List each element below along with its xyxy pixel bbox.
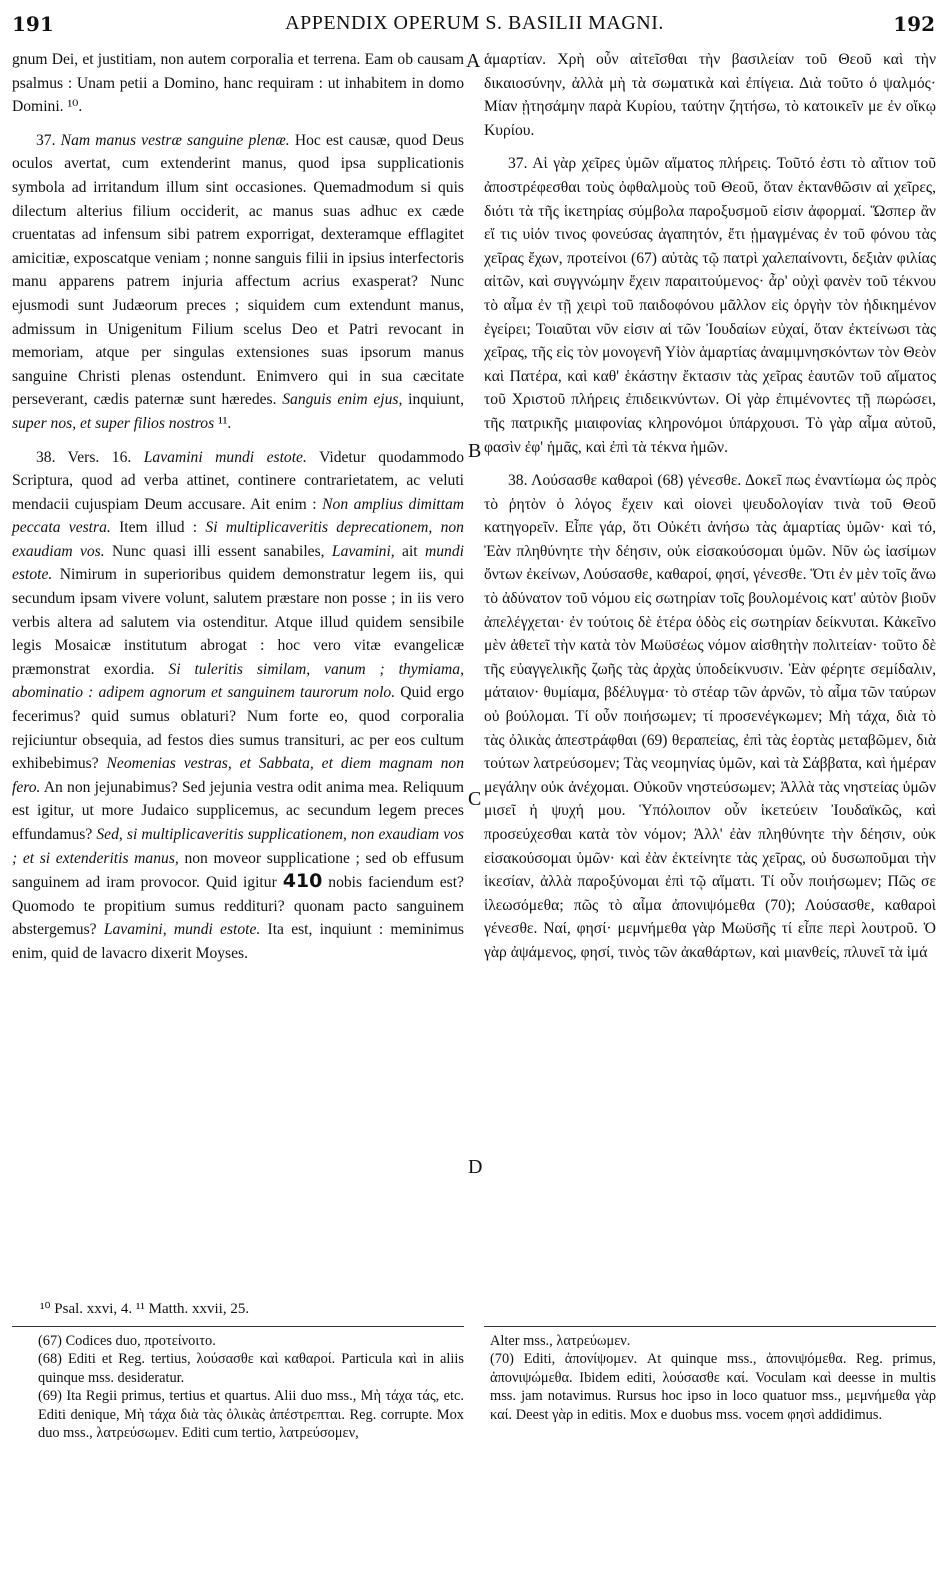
latin-38-quote-a: Non amplius dimittam peccata vestra. [12,495,465,537]
greek-column [484,48,936,965]
page-number-left: 191 [12,12,54,36]
latin-38-number: 38. Vers. 16. [36,448,132,466]
footnote-69-continued: Alter mss., λατρεύωμεν. [490,1333,631,1349]
margin-letter-a: A [466,50,481,72]
footnote-69: (69) Ita Regii primus, tertius et quartus. Alii duo mss., Μὴ τάχα τάς, etc. Editi denique, Μὴ τάχα διὰ τὰς ὀλικὰς ἀπέστρεπται. Reg. corrupte. Mox duo mss., λατρεύσωμεν. Editi cum tertio, λατρεύσομεν, [38,1388,464,1442]
latin-38-text-b: Item illud : [119,519,198,537]
scripture-references: ¹⁰ Psal. xxvi, 4. ¹¹ Matth. xxvii, 25. [40,1301,250,1317]
latin-37-quote-2: super nos, et super filios nostros [12,414,215,432]
latin-column [12,48,464,966]
latin-38-quote-f: Neomenias vestras, et Sabbata, et diem magnam non fero. [12,755,464,796]
footnote-68: (68) Editi et Reg. tertius, λούσασθε καὶ καθαροί. Particula καὶ in aliis quinque mss. desideratur. [38,1351,464,1386]
latin-38-text-a: Videtur quodammodo Scriptura, quod ad verba attinet, continere contrarietatem, ac veluti mendacii cujuspiam Deum accusare. Ait enim : [12,448,465,513]
latin-paragraph-38 [12,446,464,966]
greek-paragraph-intro: ἁμαρτίαν. Χρὴ οὖν αἰτεῖσθαι τὴν βασιλείαν τοῦ Θεοῦ καὶ τὴν δικαιοσύνην, ἀλλὰ μὴ τὰ σωματικὰ καὶ ἐπίγεια. Διὰ τοῦτο ὁ ψαλμός· Μίαν ᾐτησάμην παρὰ Κυρίου, ταύτην ζητήσω, τὸ κατοικεῖν με ἐν οἴκῳ Κυρίου. [484,51,936,139]
latin-38-text-i: nobis faciendum est? Quomodo te propitium sumus reddituri? quonam pacto sanguinem abstergemus? [12,874,464,939]
latin-38-text-e: Nimirum in superioribus quidem demonstratur legem iis, qui secundum ipsam vivere volunt, salutem præstare non posse ; in iis vero verbis altera ad salutem via ostenditur. Atque illud quidem sensibile legis Mosaicæ institutum abrogat : hoc vero vitæ evangelicæ præmonstrat exordia. [12,566,464,678]
page-header [0,6,949,40]
latin-38-quote-e: Si tuleritis similam, vanum ; thymiama, abominatio : adipem agnorum et sanguinem taurorum nolo. [12,660,464,702]
footnote-70: (70) Editi, ἀπονίψομεν. At quinque mss., ἀπονιψόμεθα. Reg. primus, ἀπονιψώμεθα. Ibidem editi, λούσασθε καί. Voculam καὶ deesse in multis mss. jam notavimus. Rursus hoc ipso in loco quatuor mss., μεμνήμεθα γὰρ καί. Deest γὰρ in editis. Mox e duobus mss. vocem φησὶ addidimus. [490,1351,936,1423]
running-title: APPENDIX OPERUM S. BASILII MAGNI. [285,12,664,34]
latin-paragraph-intro: gnum Dei, et justitiam, non autem corporalia et terrena. Eam ob causam psalmus : Unam petii a Domino, hanc requiram : ut inhabitem in domo Domini. ¹⁰. [12,51,464,116]
latin-38-quote-g: Sed, si multiplicaveritis supplicationem, non exaudiam vos ; et si extenderitis manus, [12,826,464,867]
latin-37-lemma: Nam manus vestræ sanguine plenæ. [60,131,290,149]
latin-37-quote: Sanguis enim ejus, [282,391,403,409]
latin-38-text-j: Ita est, inquiunt : meminimus enim, quid de lavacro dixerit Moyses. [12,921,464,962]
margin-letter-d: D [468,1156,483,1178]
margin-letter-c: C [468,788,482,810]
footnotes-right [490,1332,936,1424]
latin-38-quote-c: Lavamini, [331,542,395,560]
greek-paragraph-37: 37. Αἱ γὰρ χεῖρες ὑμῶν αἵματος πλήρεις. Τοῦτό ἐστι τὸ αἴτιον τοῦ ἀποστρέφεσθαι τοὺς ὀφθαλμοὺς τοῦ Θεοῦ, ὅταν ἐκτανθῶσιν αἱ χεῖρες, διότι τὰ τῆς ἱκετηρίας σύμβολα παροξυσμοῦ εἰσιν ἀφορμαί. Ὥσπερ ἂν εἴ τις υἱόν τινος φονεύσας ἀγαπητόν, ἔτι ᾑμαγμένας ἐν τοῦ φόνου τὰς χεῖρας ἔχων, προτείνοι (67) αὐτὰς τῷ πατρὶ χαλεπαίνοντι, δεξιὰν φιλίας αἰτῶν, καὶ συγγνώμην ἔχειν παραιτούμενος· ἆρ' οὐχὶ φανὲν τοῦ τέκνου τὸ αἷμα ἐν τῇ χειρὶ τοῦ παιδοφόνου μᾶλλον εἰς ὀργὴν τὸν ἠδικημένον ἐγείρει; Τοιαῦται νῦν εἰσιν αἱ τῶν Ἰουδαίων εὐχαί, ὅταν ἐκτείνωσι τὰς χεῖρας, τῆς εἰς τὸν μονογενῆ Υἱὸν ἁμαρτίας ἀναμιμνησκόντων τὸν Θεὸν καὶ Πατέρα, καὶ καθ' ἑκάστην ἔκτασιν τὰς χεῖρας ἑαυτῶν τοῦ αἵματος τοῦ Χριστοῦ πλήρεις ἐπιδεικνύντων. Οἱ γὰρ ἐπιμένοντες τῇ πωρώσει, τῆς πατρικῆς μιαιφονίας κληρονόμοι ὑπάρχουσι. Τὸ γὰρ αἷμα αὐτοῦ, φασὶν ἐφ' ἡμᾶς, καὶ ἐπὶ τὰ τέκνα ἡμῶν. [484,155,936,456]
page-number-right: 192 [893,12,935,36]
latin-38-quote-i: Lavamini, mundi estote. [103,921,261,939]
latin-37-inquiunt: inquiunt, [408,391,464,409]
footnotes-left [38,1332,464,1442]
latin-37-ref: ¹¹. [218,414,232,432]
footnote-divider-left [12,1326,464,1327]
footnote-67: (67) Codices duo, προτείνοιτο. [38,1333,216,1349]
latin-38-quote-b: Si multiplicaveritis deprecationem, non exaudiam vos. [12,519,464,560]
latin-38-text-f: Quid ergo fecerimus? quid sumus oblaturi? Num forte eo, quod corporalia rejiciuntur obsequia, ad festos dies sumus transituri, ac per eos cultum exhibebimus? [12,684,465,773]
latin-37-text: Hoc est causæ, quod Deus oculos avertat, cum extenderint manus, quod ipsa supplicationis symbola ad irritandum illum sint occasiones. Quemadmodum si quis dilectum alterius filium occiderit, ac manus suas adhuc ex cæde cruentatas ad infensum sibi patrem exporrigat, dexteramque efflagitet amicitiæ, exposcatque veniam ; nonne sanguis filii in ipsius interfectoris manu apparens patrem injuria affectum acrius exasperat? Nunc ejusmodi sunt Judæorum preces ; siquidem cum extendunt manus, admissum in Unigenitum Filium scelus Deo et Patri revocant in memoriam, atque per singulas extensiones suas ipsorum manus sanguine Christi plenas ostendunt. Enimvero qui in sua cæcitate perseverant, cædis paternæ sunt hæredes. [12,131,465,409]
latin-38-lemma: Lavamini mundi estote. [143,448,307,466]
margin-letter-b: B [468,440,482,462]
footnote-divider-right [484,1326,936,1327]
latin-38-quote-d: mundi estote. [12,542,464,584]
latin-38-text-c: Nunc quasi illi essent sanabiles, [112,542,325,560]
latin-37-number: 37. [36,131,56,149]
latin-38-text-h: non moveor supplicatione ; sed ob effusum sanguinem ad iram provocor. Quid igitur [12,849,465,892]
greek-paragraph-38: 38. Λούσασθε καθαροὶ (68) γένεσθε. Δοκεῖ πως ἐναντίωμα ὡς πρὸς τὸ ῥητὸν ὁ λόγος ἔχειν καὶ οἱονεὶ ψευδολογίαν τινὰ τοῦ Θεοῦ κατηγορεῖν. Εἶπε γάρ, ὅτι Οὐκέτι ἀνήσω τὰς ἁμαρτίας ὑμῶν· καὶ τό, Ἐὰν πληθύνητε τὴν δέησιν, οὐκ εἰσακούσομαι ὑμῶν. Νῦν ὡς ἰασίμων ὄντων ἐκείνων, Λούσασθε, καθαροί, φησί, γένεσθε. Ὅτι ἐν μὲν τοῖς ἄνω τὸ ἀδύνατον τοῦ νόμου εἰς σωτηρίαν τοῖς βουλομένοις κατ' αὐτὸν βιοῦν ἀπελέγχεται· ἐν τούτοις δὲ ἑτέρα ὁδὸς εἰς σωτηρίαν δείκνυται. Κἀκεῖνο μὲν ἀθετεῖ τὴν κατὰ τὸν Μωϋσέως νόμον αἰσθητὴν πολιτείαν· τοῦτο δὲ τῆς εὐαγγελικῆς ζωῆς τὰς ἀρχὰς ὑποδείκνυσιν. Ἐὰν φέρητε σεμίδαλιν, μάταιον· θυμίαμα, βδέλυγμα· τὸ στέαρ τῶν ἀρνῶν, τὸ αἷμα τῶν ταύρων οὐ βούλομαι. Τί οὖν ποιήσωμεν; τί προσενέγκωμεν; Μὴ τάχα, διὰ τὸ τὰς ὀλικὰς ἀπεστράφθαι (69) θεραπείας, ἐπὶ τὰς ἑορτὰς μεταβῶμεν, διὰ τούτων λατρεύσομεν; Τὰς νεομηνίας ὑμῶν, καὶ τὰ Σάββατα, καὶ ἡμέραν μεγάλην οὐκ ἀνέχομαι. Οὐκοῦν νηστεύσωμεν; Ἀλλὰ τὰς νηστείας ὑμῶν μισεῖ ἡ ψυχή μου. Ὑπόλοιπον οὖν ἱκετεύειν Ἰουδαϊκῶς, καὶ προσεύχεσθαι κατὰ τὸν νόμον; Ἀλλ' ἐὰν πληθύνητε τὴν δέησιν, οὐκ εἰσακούσομαι ὑμῶν· καὶ ἐὰν ἐκτείνητε τὰς χεῖρας, οὐ δυσωποῦμαι τὴν ἱκεσίαν, ἀλλὰ παροξύνομαι ἐπὶ τῷ αἵματι. Τί οὖν ποιήσωμεν; Πῶς σε ἱλεωσόμεθα; πῶς τὸ αἷμα ἀπονιψόμεθα (70); Λούσασθε, καθαροὶ γένεσθε. Ναί, φησί· μεμνήμεθα γὰρ Μωϋσῆς τί εἶπε περὶ λουτροῦ. Ὁ γὰρ ἀψάμενος, φησί, τινὸς τῶν ἀκαθάρτων, καὶ μιανθείς, πλυνεῖ τὰ ἱμά [484,472,936,961]
column-number-410: 410 [282,870,323,893]
latin-paragraph-37 [12,129,464,436]
latin-38-text-g: An non jejunabimus? Sed jejunia vestra odit anima mea. Reliquum est igitur, ut more Judaico supplicemus, ac secundum legem preces effundamus? [12,778,464,843]
latin-38-text-d: ait [402,542,418,560]
